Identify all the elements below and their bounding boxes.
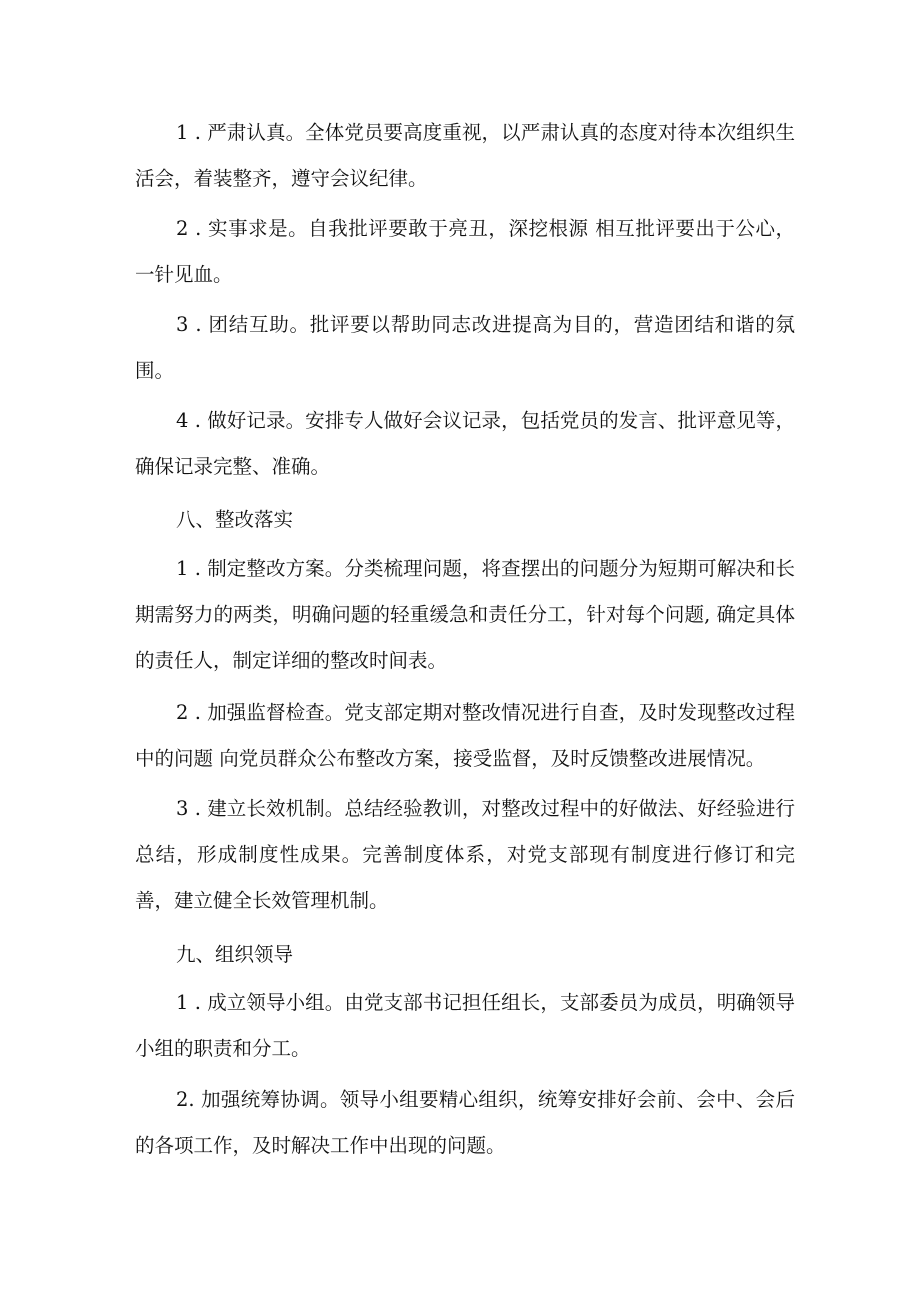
paragraph-records: 4 . 做好记录。安排专人做好会议记录，包括党员的发言、批评意见等，确保记录完整、准确。 — [135, 409, 795, 478]
paragraph-serious: 1 . 严肃认真。全体党员要高度重视，以严肃认真的态度对待本次组织生活会，着装整齐，遵守会议纪律。 — [135, 121, 795, 190]
section-heading-rectification: 八、整改落实 — [176, 508, 294, 531]
paragraph-unity: 3 . 团结互助。批评要以帮助同志改进提高为目的，营造团结和谐的氛围。 — [135, 313, 795, 382]
paragraph-leading-group: 1 . 成立领导小组。由党支部书记担任组长，支部委员为成员，明确领导小组的职责和分工。 — [135, 991, 795, 1060]
section-heading-leadership: 九、组织领导 — [176, 943, 294, 966]
paragraph-rectification-plan: 1 . 制定整改方案。分类梳理问题，将查摆出的问题分为短期可解决和长期需努力的两类，明确问题的轻重缓急和责任分工，针对每个问题, 确定具体的责任人，制定详细的整改时间表。 — [135, 557, 795, 672]
paragraph-long-term-mechanism: 3 . 建立长效机制。总结经验教训，对整改过程中的好做法、好经验进行总结，形成制度性成果。完善制度体系，对党支部现有制度进行修订和完善，建立健全长效管理机制。 — [135, 797, 795, 912]
paragraph-seek-truth: 2 . 实事求是。自我批评要敢于亮丑，深挖根源 相互批评要出于公心，一针见血。 — [135, 217, 795, 286]
paragraph-supervision: 2 . 加强监督检查。党支部定期对整改情况进行自查，及时发现整改过程中的问题 向党员群众公布整改方案，接受监督，及时反馈整改进展情况。 — [135, 701, 795, 770]
paragraph-coordination: 2. 加强统筹协调。领导小组要精心组织，统筹安排好会前、会中、会后的各项工作，及时解决工作中出现的问题。 — [135, 1088, 795, 1157]
